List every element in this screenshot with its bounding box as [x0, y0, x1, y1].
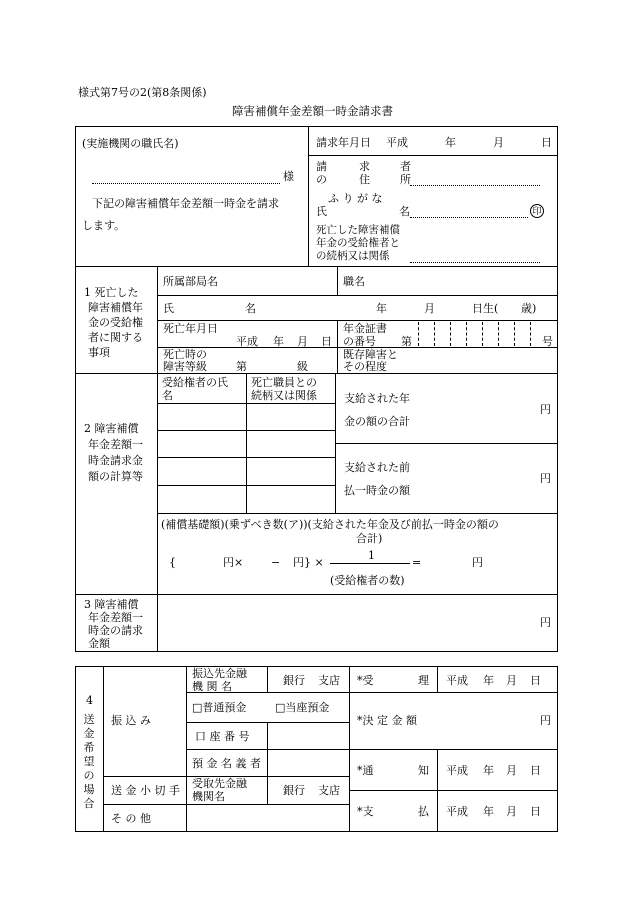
cert-digit-sep [450, 322, 451, 346]
form-number: 様式第7号の2(第8条関係) [78, 86, 207, 99]
existing-disability-label: その程度 [343, 360, 387, 373]
divider [157, 403, 335, 404]
relation-header: 死亡職員との [251, 376, 317, 389]
decided-amount-label: *決 定 金 額 [357, 714, 417, 727]
sama-text: 様 [283, 170, 294, 183]
section3-label: 金額 [88, 637, 110, 650]
grade-dai: 第 [236, 360, 247, 373]
section3-label: 年金差額一 [88, 611, 143, 624]
claimant-label: 請 [316, 160, 327, 173]
certificate-go: 号 [542, 335, 553, 348]
divider [103, 666, 104, 832]
bank-suffix: 銀行 [283, 674, 305, 687]
section2-label: 2 障害補償 [84, 422, 139, 435]
section2-label: 時金請求金 [88, 454, 143, 467]
notified-label: *通 [357, 764, 374, 777]
divider [157, 457, 335, 458]
cert-digit-sep [498, 322, 499, 346]
dept-label: 所属部局名 [163, 275, 218, 288]
request-date-month: 月 [493, 136, 504, 149]
request-text-1: 下記の障害補償年金差額一時金を請求 [92, 197, 279, 210]
form-title: 障害補償年金差額一時金請求書 [232, 104, 393, 118]
current-deposit-checkbox[interactable]: □当座預金 [275, 701, 330, 714]
agency-name-line[interactable] [92, 183, 280, 184]
cert-digit-sep [482, 322, 483, 346]
section2-label: 年金差額一 [88, 438, 143, 451]
agency-label: (実施機関の職氏名) [82, 137, 179, 150]
divider [267, 776, 268, 804]
divider [157, 485, 335, 486]
divider [157, 430, 335, 431]
account-holder-label: 預 金 名 義 者 [192, 757, 261, 770]
divider [267, 666, 268, 692]
certificate-label: 年金証書 [343, 322, 387, 335]
divider [308, 155, 558, 156]
paid-year: 年 [483, 805, 494, 818]
request-date-era: 平成 [386, 136, 408, 149]
birth-month: 月 [424, 302, 435, 315]
position-label: 職名 [343, 275, 365, 288]
cert-digit-sep [418, 322, 419, 346]
fraction-bar [330, 563, 410, 564]
formula-numerator: 1 [368, 549, 375, 562]
receiving-bank-label: 受取先金融 [192, 777, 247, 790]
formula-yen-close: 円} × [293, 556, 324, 569]
request-text-2: します。 [82, 219, 126, 232]
request-date-day: 日 [541, 136, 552, 149]
received-era: 平成 [446, 674, 468, 687]
request-date-year: 年 [445, 136, 456, 149]
divider [157, 320, 558, 321]
paid-lump-yen: 円 [540, 472, 551, 485]
section1-label: 金の受給権 [88, 316, 143, 329]
grade-label: 障害等級 [163, 360, 207, 373]
formula-denominator: (受給権者の数) [330, 574, 405, 587]
divider [186, 692, 558, 693]
account-number-label: 口 座 番 号 [195, 730, 250, 743]
ordinary-deposit-checkbox[interactable]: □普通預金 [192, 701, 247, 714]
paid-month: 月 [506, 805, 517, 818]
death-date-era: 平成 [236, 335, 258, 348]
cert-digit-sep [514, 322, 515, 346]
section4-number: 4 [86, 694, 93, 707]
notified-year: 年 [483, 764, 494, 777]
claimant-label: 求 [359, 160, 370, 173]
divider [75, 373, 558, 374]
branch-suffix: 支店 [318, 674, 340, 687]
address-label: 住 [359, 173, 370, 186]
paid-label: *支 [357, 805, 374, 818]
received-year: 年 [483, 674, 494, 687]
paid-pension-label: 金の額の合計 [344, 415, 410, 428]
address-label: 所 [400, 173, 411, 186]
divider [186, 722, 349, 723]
address-label: の [316, 173, 327, 186]
divider [246, 373, 247, 513]
received-month: 月 [506, 674, 517, 687]
deceased-name-label: 名 [245, 302, 256, 315]
divider [437, 666, 438, 692]
divider [75, 594, 558, 595]
divider [75, 266, 558, 267]
formula-header: 合計) [356, 532, 383, 545]
claim-amount-yen: 円 [540, 616, 551, 629]
formula-brace: { [169, 556, 176, 569]
claimant-address-field[interactable] [410, 185, 540, 186]
claimant-name-field[interactable] [410, 217, 528, 218]
notified-label: 知 [418, 764, 429, 777]
certificate-dai: 第 [401, 335, 412, 348]
formula-yen-times: 円× [223, 556, 244, 569]
paid-pension-yen: 円 [540, 403, 551, 416]
divider [337, 266, 338, 295]
deceased-name-label: 氏 [163, 302, 174, 315]
notified-era: 平成 [446, 764, 468, 777]
received-label: *受 [357, 674, 374, 687]
bank-suffix: 銀行 [283, 784, 305, 797]
request-date-label: 請求年月日 [316, 136, 371, 149]
claimant-label: 者 [400, 160, 411, 173]
divider [337, 320, 338, 373]
divider [308, 126, 309, 266]
grade-label: 死亡時の [163, 348, 207, 361]
birth-day: 日生( [472, 302, 499, 315]
death-date-month: 月 [297, 335, 308, 348]
cert-digit-sep [530, 322, 531, 346]
section3-label: 3 障害補償 [84, 598, 139, 611]
birth-year: 年 [376, 302, 387, 315]
divider [186, 749, 558, 750]
section1-label: 障害補償年 [88, 301, 143, 314]
check-label: 送 金 小 切 手 [111, 784, 180, 797]
section3-label: 時金の請求 [88, 624, 143, 637]
cert-digit-sep [434, 322, 435, 346]
notified-month: 月 [506, 764, 517, 777]
divider [335, 443, 558, 444]
paid-era: 平成 [446, 805, 468, 818]
transfer-label: 振 込 み [111, 714, 151, 727]
paid-pension-label: 支給された年 [344, 392, 410, 405]
section1-label: 事項 [88, 346, 110, 359]
bank-label: 振込先金融 [192, 667, 247, 680]
divider [103, 804, 349, 805]
divider [157, 513, 558, 514]
paid-day: 日 [530, 805, 541, 818]
formula-equals: = [412, 556, 422, 569]
received-label: 理 [418, 674, 429, 687]
branch-suffix: 支店 [318, 784, 340, 797]
paid-lump-label: 支給された前 [344, 461, 410, 474]
seal-mark: 印 [530, 204, 544, 218]
furigana-label: ふ り が な [328, 192, 383, 205]
formula-yen: 円 [472, 556, 483, 569]
death-date-label: 死亡年月日 [163, 322, 218, 335]
section1-label: 1 死亡した [84, 286, 139, 299]
bank-label: 機 関 名 [192, 680, 232, 693]
relation-label: 年金の受給権者と [316, 237, 400, 249]
section1-label: 者に関する [88, 331, 143, 344]
paid-lump-label: 払一時金の額 [344, 484, 410, 497]
death-date-year: 年 [273, 335, 284, 348]
existing-disability-label: 既存障害と [343, 348, 398, 361]
formula-header: (補償基礎額)(乗ずべき数(ア))(支給された年金及び前払一時金の額の [161, 518, 499, 531]
age-label: 歳) [521, 302, 537, 315]
divider [157, 266, 158, 652]
section4-label: 送金希望の場合 [83, 713, 95, 810]
divider [349, 790, 558, 791]
received-day: 日 [530, 674, 541, 687]
decided-amount-yen: 円 [540, 714, 551, 727]
relation-label: 死亡した障害補償 [316, 224, 400, 236]
section2-label: 額の計算等 [88, 470, 143, 483]
relation-field[interactable] [410, 262, 540, 263]
beneficiary-name-header: 受給権者の氏 [162, 376, 228, 389]
receiving-bank-label: 機関名 [192, 790, 225, 803]
formula-minus: − [271, 556, 281, 569]
claimant-name-label: 氏 [316, 205, 327, 218]
beneficiary-name-header: 名 [162, 389, 173, 402]
grade-kyu: 級 [297, 360, 308, 373]
death-date-day: 日 [321, 335, 332, 348]
relation-header: 続柄又は関係 [251, 389, 317, 402]
notified-day: 日 [530, 764, 541, 777]
divider [157, 295, 558, 296]
claimant-name-label: 名 [399, 205, 410, 218]
certificate-label: の番号 [343, 335, 376, 348]
relation-label: の続柄又は関係 [316, 250, 390, 262]
paid-label: 払 [418, 805, 429, 818]
cert-digit-sep [466, 322, 467, 346]
other-label: そ の 他 [111, 812, 151, 825]
